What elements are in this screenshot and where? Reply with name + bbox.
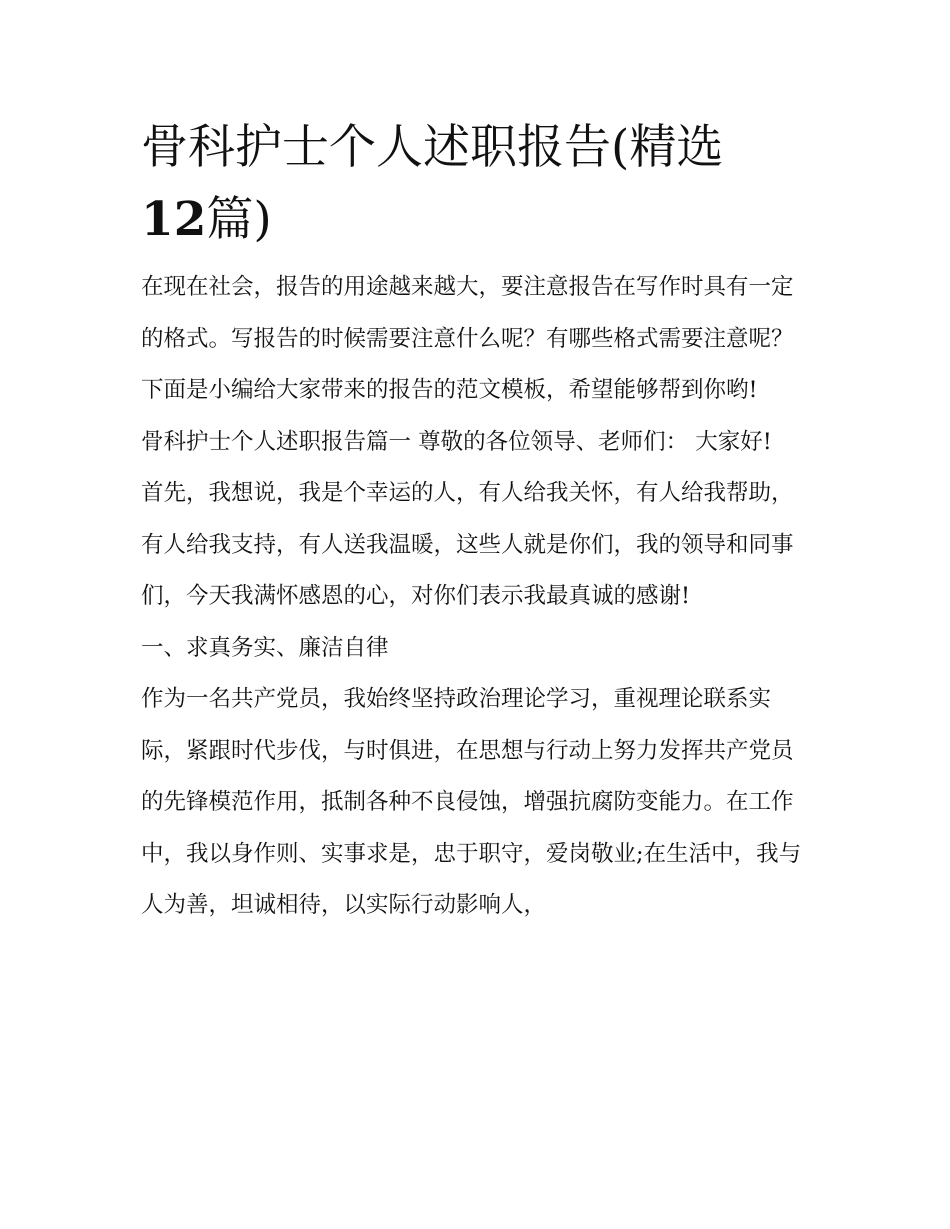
section-heading-1: 一、求真务实、廉洁自律 <box>141 634 389 661</box>
paragraph-section-1: 作为一名共产党员，我始终坚持政治理论学习，重视理论联系实际，紧跟时代步伐，与时俱进，在思想与行动上努力发挥共产党员的先锋模范作用，抵制各种不良侵蚀，增强抗腐防变能力。在工作中，我以身作则、实事求是，忠于职守，爱岗敬业;在生活中，我与人为善，坦诚相待，以实际行动影响人， <box>141 686 802 918</box>
title-end: 篇) <box>206 192 272 247</box>
paragraph-greeting: 骨科护士个人述职报告篇一 尊敬的各位领导、老师们： 大家好! <box>141 428 772 455</box>
document-body <box>141 112 813 932</box>
document-title <box>141 112 813 256</box>
paragraph-intro: 在现在社会，报告的用途越来越大，要注意报告在写作时具有一定的格式。写报告的时候需要注意什么呢？有哪些格式需要注意呢？下面是小编给大家带来的报告的范文模板，希望能够帮到你哟! <box>141 274 794 403</box>
paragraph-thanks: 首先，我想说，我是个幸运的人，有人给我关怀，有人给我帮助，有人给我支持，有人送我温暖，这些人就是你们，我的领导和同事们，今天我满怀感恩的心，对你们表示我最真诚的感谢! <box>141 480 794 609</box>
title-main: 骨科护士个人述职报告(精选 <box>141 120 724 175</box>
title-number: 12 <box>141 192 207 247</box>
